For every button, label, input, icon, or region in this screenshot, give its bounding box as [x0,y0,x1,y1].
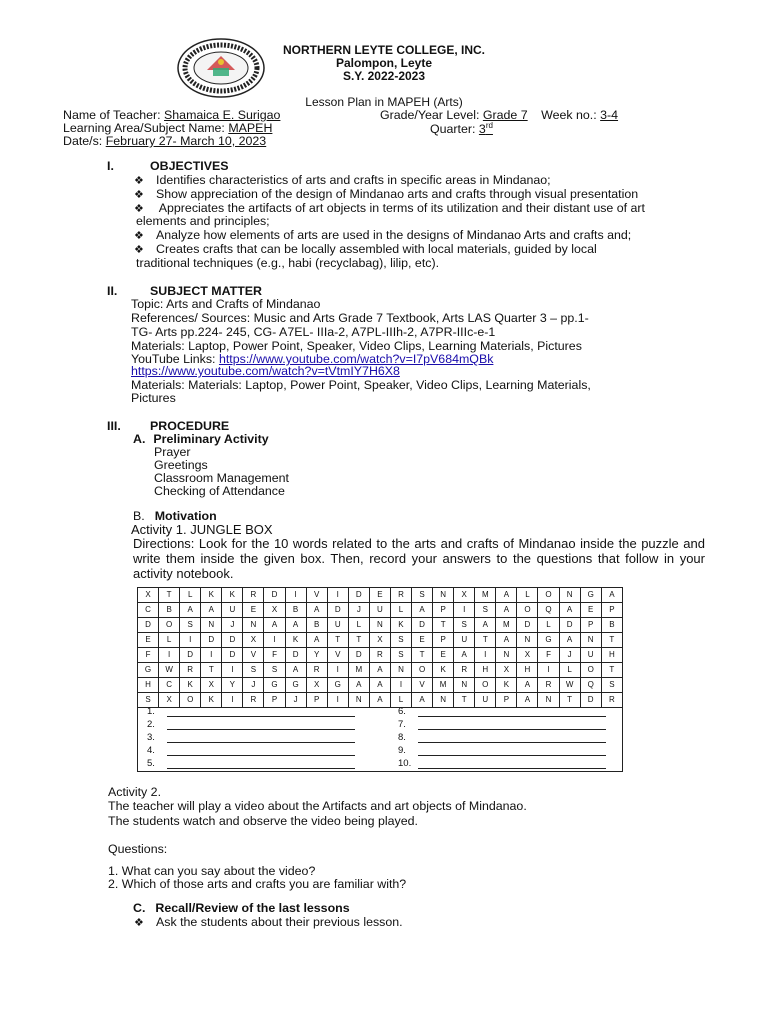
puzzle-cell: S [454,618,475,633]
puzzle-cell: A [475,618,496,633]
puzzle-cell: R [243,588,264,603]
puzzle-cell: A [601,588,622,603]
puzzle-cell: S [243,663,264,678]
puzzle-cell: P [601,603,622,618]
objective-item: ❖ Show appreciation of the design of Mindanao arts and crafts through visual presentation [134,187,639,201]
puzzle-row [138,633,623,648]
puzzle-cell: D [180,648,201,663]
puzzle-cell: D [559,618,580,633]
puzzle-cell: I [454,603,475,618]
preliminary-item: Classroom Management [154,471,289,485]
puzzle-cell: F [264,648,285,663]
dates-row [63,134,266,148]
puzzle-cell: D [348,648,369,663]
grade-value: Grade 7 [482,108,528,122]
answer-line[interactable]: 8. [398,732,606,743]
puzzle-cell: J [559,648,580,663]
puzzle-cell: A [264,618,285,633]
puzzle-cell: L [538,618,559,633]
puzzle-cell: G [138,663,159,678]
puzzle-cell: I [159,648,180,663]
puzzle-cell: G [327,678,348,693]
puzzle-cell: T [601,633,622,648]
puzzle-cell: D [580,693,601,708]
puzzle-cell: U [369,603,390,618]
puzzle-cell: B [306,618,327,633]
subject-topic: Topic: Arts and Crafts of Mindanao [131,297,321,311]
puzzle-cell: S [390,633,411,648]
puzzle-cell: T [201,663,222,678]
puzzle-cell: N [580,633,601,648]
answer-line[interactable]: 4. [147,745,355,756]
question-item: 2. Which of those arts and crafts you are familiar with? [108,877,407,891]
puzzle-cell: D [327,603,348,618]
puzzle-cell: K [180,678,201,693]
subject-materials: Materials: Laptop, Power Point, Speaker, Video Clips, Learning Materials, Pictures [131,339,582,353]
puzzle-cell: N [348,693,369,708]
puzzle-cell: A [496,603,517,618]
puzzle-cell: J [222,618,243,633]
puzzle-cell: R [601,693,622,708]
puzzle-cell: A [412,693,433,708]
puzzle-cell: I [180,633,201,648]
puzzle-cell: T [327,633,348,648]
puzzle-cell: F [538,648,559,663]
puzzle-cell: D [348,588,369,603]
puzzle-cell: D [285,648,306,663]
puzzle-row [138,648,623,663]
week-label: Week no.: [541,108,597,122]
puzzle-cell: J [285,693,306,708]
puzzle-cell: I [538,663,559,678]
puzzle-cell: U [580,648,601,663]
plan-title: Lesson Plan in MAPEH (Arts) [305,95,463,109]
puzzle-cell: B [601,618,622,633]
puzzle-row [138,663,623,678]
puzzle-cell: I [264,633,285,648]
puzzle-cell: L [390,693,411,708]
puzzle-cell: I [327,663,348,678]
puzzle-cell: Q [580,678,601,693]
puzzle-cell: U [475,693,496,708]
puzzle-cell: A [348,678,369,693]
puzzle-cell: X [306,678,327,693]
puzzle-cell: N [201,618,222,633]
puzzle-cell: O [580,663,601,678]
puzzle-cell: P [496,693,517,708]
puzzle-cell: U [454,633,475,648]
puzzle-cell: A [496,633,517,648]
puzzle-cell: A [496,588,517,603]
puzzle-cell: R [180,663,201,678]
puzzle-cell: L [559,663,580,678]
answer-line[interactable]: 1. [147,706,355,717]
puzzle-cell: T [433,618,454,633]
preliminary-item: Greetings [154,458,208,472]
puzzle-cell: G [580,588,601,603]
puzzle-cell: X [369,633,390,648]
area-value: MAPEH [228,121,273,135]
objective-item-cont: traditional techniques (e.g., habi (recyclabag), lilip, etc). [136,256,440,270]
preliminary-item: Checking of Attendance [154,484,285,498]
puzzle-cell: R [538,678,559,693]
puzzle-cell: X [159,693,180,708]
procedure-title: PROCEDURE [150,419,230,433]
youtube-link-2[interactable]: https://www.youtube.com/watch?v=tVtmIY7H6X8 [131,364,400,378]
quarter-row [380,121,493,136]
puzzle-cell: D [138,618,159,633]
youtube-label: YouTube Links: [131,352,219,366]
subject-refs-cont: TG- Arts pp.224- 245, CG- A7EL- IIIa-2, A7PL-IIIh-2, A7PR-IIIc-e-1 [131,325,496,339]
puzzle-cell: D [222,633,243,648]
puzzle-cell: T [412,648,433,663]
puzzle-cell: N [538,693,559,708]
puzzle-cell: J [243,678,264,693]
puzzle-cell: V [412,678,433,693]
puzzle-cell: D [201,633,222,648]
puzzle-cell: D [412,618,433,633]
puzzle-cell: O [180,693,201,708]
puzzle-cell: B [159,603,180,618]
puzzle-cell: S [264,663,285,678]
puzzle-cell: I [475,648,496,663]
grade-label: Grade/Year Level: [380,108,480,122]
subject-materials-2: Materials: Materials: Laptop, Power Point, Speaker, Video Clips, Learning Materials, [131,378,591,392]
activity-2-title: Activity 2. [108,785,162,799]
puzzle-row [138,618,623,633]
objective-item: ❖ Analyze how elements of arts are used in the designs of Mindanao Arts and crafts and; [134,228,632,242]
puzzle-cell: E [433,648,454,663]
puzzle-cell: X [138,588,159,603]
puzzle-cell: N [496,648,517,663]
puzzle-cell: K [496,678,517,693]
puzzle-cell: U [327,618,348,633]
objective-item: ❖ Identifies characteristics of arts and crafts in specific areas in Mindanao; [134,173,551,187]
puzzle-cell: K [433,663,454,678]
puzzle-cell: P [306,693,327,708]
puzzle-cell: T [601,663,622,678]
puzzle-cell: M [348,663,369,678]
puzzle-cell: K [201,693,222,708]
teacher-label: Name of Teacher: [63,108,161,122]
puzzle-cell: I [327,693,348,708]
puzzle-cell: A [559,603,580,618]
puzzle-cell: X [454,588,475,603]
puzzle-cell: H [138,678,159,693]
puzzle-cell: K [201,588,222,603]
objective-item: ❖ Appreciates the artifacts of art objects in terms of its utilization and their distant use of art [134,201,645,215]
puzzle-cell: A [285,663,306,678]
puzzle-cell: A [306,603,327,618]
puzzle-cell: I [285,588,306,603]
puzzle-cell: C [159,678,180,693]
puzzle-cell: P [264,693,285,708]
puzzle-cell: V [327,648,348,663]
week-value: 3-4 [600,108,619,122]
puzzle-cell: N [433,588,454,603]
puzzle-cell: T [348,633,369,648]
puzzle-cell: V [306,588,327,603]
quarter-label: Quarter: [430,122,476,137]
puzzle-cell: T [159,588,180,603]
puzzle-cell: I [222,693,243,708]
youtube-row-2 [131,364,400,378]
puzzle-cell: A [369,663,390,678]
puzzle-cell: H [517,663,538,678]
puzzle-cell: Y [306,648,327,663]
objectives-title: OBJECTIVES [150,159,229,173]
subject-num: II. [107,284,118,298]
puzzle-cell: V [243,648,264,663]
puzzle-row [138,588,623,603]
puzzle-cell: D [222,648,243,663]
puzzle-cell: N [390,663,411,678]
puzzle-cell: L [390,603,411,618]
puzzle-cell: A [285,618,306,633]
puzzle-cell: A [559,633,580,648]
puzzle-cell: N [369,618,390,633]
puzzle-cell: X [496,663,517,678]
puzzle-cell: D [517,618,538,633]
puzzle-cell: I [222,663,243,678]
answer-line[interactable]: 7. [398,719,606,730]
activity-1-title: Activity 1. JUNGLE BOX [131,522,273,537]
puzzle-cell: A [369,693,390,708]
motivation-heading: B. Motivation [133,509,217,523]
puzzle-cell: O [475,678,496,693]
area-row [63,121,272,135]
puzzle-cell: S [601,678,622,693]
college-name: NORTHERN LEYTE COLLEGE, INC. [282,43,485,57]
puzzle-cell: J [348,603,369,618]
teacher-row [63,108,280,122]
puzzle-cell: K [390,618,411,633]
puzzle-cell: E [580,603,601,618]
puzzle-cell: H [475,663,496,678]
objective-item: ❖ Creates crafts that can be locally assembled with local materials, guided by local [134,242,597,256]
puzzle-cell: A [517,693,538,708]
puzzle-cell: C [138,603,159,618]
puzzle-cell: A [201,603,222,618]
puzzle-cell: A [517,678,538,693]
questions-label: Questions: [108,842,168,856]
puzzle-cell: K [222,588,243,603]
puzzle-cell: A [369,678,390,693]
puzzle-cell: M [475,588,496,603]
recall-heading: C. Recall/Review of the last lessons [133,901,350,915]
puzzle-cell: W [159,663,180,678]
puzzle-cell: A [412,603,433,618]
dates-value: February 27- March 10, 2023 [105,134,267,148]
puzzle-cell: E [412,633,433,648]
puzzle-cell: Q [538,603,559,618]
subject-title: SUBJECT MATTER [150,284,262,298]
answer-line[interactable]: 6. [398,706,606,717]
preliminary-heading: A. Preliminary Activity [133,432,269,446]
youtube-link-1[interactable]: https://www.youtube.com/watch?v=I7pV684mQBk [218,352,494,366]
puzzle-cell: X [517,648,538,663]
puzzle-cell: R [243,693,264,708]
subject-refs: References/ Sources: Music and Arts Grade 7 Textbook, Arts LAS Quarter 3 – pp.1- [131,311,589,325]
puzzle-cell: S [475,603,496,618]
puzzle-cell: S [390,648,411,663]
puzzle-cell: T [559,693,580,708]
puzzle-cell: B [285,603,306,618]
answer-line[interactable]: 5. [147,758,355,769]
puzzle-cell: L [180,588,201,603]
puzzle-cell: R [306,663,327,678]
word-search-puzzle [137,587,623,708]
puzzle-cell: F [138,648,159,663]
puzzle-cell: S [180,618,201,633]
puzzle-cell: I [327,588,348,603]
puzzle-cell: N [454,678,475,693]
puzzle-cell: I [390,678,411,693]
puzzle-cell: U [222,603,243,618]
puzzle-cell: X [201,678,222,693]
puzzle-cell: H [601,648,622,663]
puzzle-cell: O [538,588,559,603]
puzzle-cell: N [559,588,580,603]
puzzle-cell: X [264,603,285,618]
puzzle-cell: T [454,693,475,708]
answer-line[interactable]: 9. [398,745,606,756]
puzzle-cell: N [433,693,454,708]
puzzle-cell: P [433,633,454,648]
puzzle-cell: X [243,633,264,648]
puzzle-cell: G [264,678,285,693]
subject-materials-2-cont: Pictures [131,391,176,405]
puzzle-cell: S [412,588,433,603]
activity-2-line: The teacher will play a video about the Artifacts and art objects of Mindanao. [108,799,527,813]
puzzle-cell: M [496,618,517,633]
answer-line[interactable]: 10. [398,758,606,769]
puzzle-cell: N [243,618,264,633]
puzzle-cell: A [454,648,475,663]
preliminary-item: Prayer [154,445,191,459]
puzzle-cell: E [369,588,390,603]
procedure-num: III. [107,419,121,433]
puzzle-cell: N [517,633,538,648]
activity-2-line: The students watch and observe the video being played. [108,814,418,828]
question-item: 1. What can you say about the video? [108,864,316,878]
puzzle-cell: R [369,648,390,663]
puzzle-cell: G [285,678,306,693]
grade-row [380,108,618,122]
puzzle-cell: E [243,603,264,618]
quarter-value: 3rd [478,121,493,137]
puzzle-cell: L [517,588,538,603]
answer-line[interactable]: 3. [147,732,355,743]
puzzle-cell: W [559,678,580,693]
dates-label: Date/s: [63,134,103,148]
puzzle-cell: E [138,633,159,648]
puzzle-cell: L [159,633,180,648]
puzzle-cell: D [264,588,285,603]
college-town: Palompon, Leyte [335,56,433,70]
puzzle-cell: P [580,618,601,633]
puzzle-cell: O [159,618,180,633]
area-label: Learning Area/Subject Name: [63,121,225,135]
objectives-num: I. [107,159,114,173]
puzzle-cell: M [433,678,454,693]
puzzle-cell: S [138,693,159,708]
puzzle-cell: O [412,663,433,678]
puzzle-cell: G [538,633,559,648]
puzzle-cell: T [475,633,496,648]
puzzle-cell: A [306,633,327,648]
puzzle-cell: Y [222,678,243,693]
puzzle-cell: P [433,603,454,618]
puzzle-row [138,603,623,618]
puzzle-cell: R [454,663,475,678]
puzzle-cell: A [180,603,201,618]
objective-item-cont: elements and principles; [136,214,270,228]
puzzle-row [138,678,623,693]
puzzle-cell: K [285,633,306,648]
activity-1-directions: Directions: Look for the 10 words related to the arts and crafts of Mindanao inside the puzzle and write them inside the given box. Then, record your answers to the questions that follow in your activity notebook. [133,536,705,581]
puzzle-cell: I [201,648,222,663]
puzzle-cell: R [390,588,411,603]
recall-item: ❖ Ask the students about their previous lesson. [134,915,403,929]
school-year: S.Y. 2022-2023 [342,69,426,83]
answer-line[interactable]: 2. [147,719,355,730]
puzzle-cell: L [348,618,369,633]
puzzle-cell: O [517,603,538,618]
teacher-name: Shamaica E. Surigao [164,108,281,122]
